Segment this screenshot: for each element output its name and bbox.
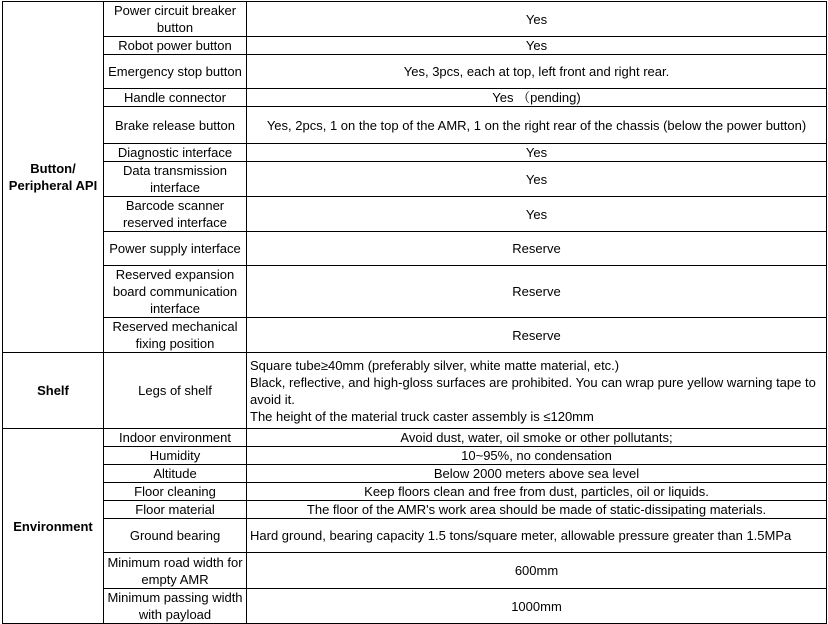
- item-label: Minimum road width for empty AMR: [104, 553, 247, 589]
- item-value: Yes: [247, 144, 827, 162]
- item-value: Reserve: [247, 232, 827, 266]
- table-row: [3, 144, 827, 162]
- item-value: 10~95%, no condensation: [247, 447, 827, 465]
- item-label: Power circuit breaker button: [104, 2, 247, 37]
- table-row: [3, 447, 827, 465]
- table-row: [3, 465, 827, 483]
- table-row: [3, 107, 827, 144]
- item-label: Emergency stop button: [104, 55, 247, 89]
- item-value: Keep floors clean and free from dust, particles, oil or liquids.: [247, 483, 827, 501]
- category-shelf: Shelf: [3, 353, 104, 429]
- table-row: [3, 266, 827, 318]
- item-value: Yes （pending): [247, 89, 827, 107]
- category-environment: Environment: [3, 429, 104, 624]
- table-row: [3, 483, 827, 501]
- item-label: Altitude: [104, 465, 247, 483]
- table-row: [3, 501, 827, 519]
- table-row: [3, 89, 827, 107]
- table-row: [3, 353, 827, 429]
- item-value: [247, 353, 827, 429]
- shelf-requirement-line: Square tube≥40mm (preferably silver, white matte material, etc.): [250, 357, 620, 373]
- shelf-requirement-line: The height of the material truck caster assembly is ≤120mm: [250, 408, 594, 424]
- table-row: [3, 2, 827, 37]
- table-row: [3, 318, 827, 353]
- table-row: [3, 162, 827, 197]
- item-value: Reserve: [247, 318, 827, 353]
- table-row: [3, 55, 827, 89]
- item-label: Barcode scanner reserved interface: [104, 197, 247, 232]
- table-row: [3, 519, 827, 553]
- item-label: Humidity: [104, 447, 247, 465]
- item-label: Reserved mechanical fixing position: [104, 318, 247, 353]
- item-value: The floor of the AMR's work area should be made of static-dissipating materials.: [247, 501, 827, 519]
- item-value: Below 2000 meters above sea level: [247, 465, 827, 483]
- item-value: Yes, 2pcs, 1 on the top of the AMR, 1 on the right rear of the chassis (below the power button): [247, 107, 827, 144]
- item-value: 600mm: [247, 553, 827, 589]
- item-label: Data transmission interface: [104, 162, 247, 197]
- table-row: [3, 37, 827, 55]
- item-value: Avoid dust, water, oil smoke or other pollutants;: [247, 429, 827, 447]
- item-value: 1000mm: [247, 589, 827, 624]
- category-button-peripheral-api: Button/ Peripheral API: [3, 2, 104, 353]
- item-value: Yes, 3pcs, each at top, left front and right rear.: [247, 55, 827, 89]
- item-value: Yes: [247, 162, 827, 197]
- item-value: Yes: [247, 2, 827, 37]
- item-label: Diagnostic interface: [104, 144, 247, 162]
- item-label: Legs of shelf: [104, 353, 247, 429]
- table-row: [3, 197, 827, 232]
- item-label: Robot power button: [104, 37, 247, 55]
- item-label: Minimum passing width with payload: [104, 589, 247, 624]
- item-value: Yes: [247, 197, 827, 232]
- item-label: Ground bearing: [104, 519, 247, 553]
- item-label: Reserved expansion board communication interface: [104, 266, 247, 318]
- item-label: Floor material: [104, 501, 247, 519]
- table-row: [3, 553, 827, 589]
- spec-table: [2, 1, 827, 624]
- item-value: Yes: [247, 37, 827, 55]
- shelf-requirement-line: Black, reflective, and high-gloss surfaces are prohibited. You can wrap pure yellow warning tape to avoid it.: [250, 374, 816, 407]
- item-label: Handle connector: [104, 89, 247, 107]
- table-row: [3, 232, 827, 266]
- item-label: Brake release button: [104, 107, 247, 144]
- item-value: Hard ground, bearing capacity 1.5 tons/square meter, allowable pressure greater than 1.5MPa: [247, 519, 827, 553]
- item-label: Indoor environment: [104, 429, 247, 447]
- table-row: [3, 429, 827, 447]
- item-label: Floor cleaning: [104, 483, 247, 501]
- item-value: Reserve: [247, 266, 827, 318]
- table-row: [3, 589, 827, 624]
- item-label: Power supply interface: [104, 232, 247, 266]
